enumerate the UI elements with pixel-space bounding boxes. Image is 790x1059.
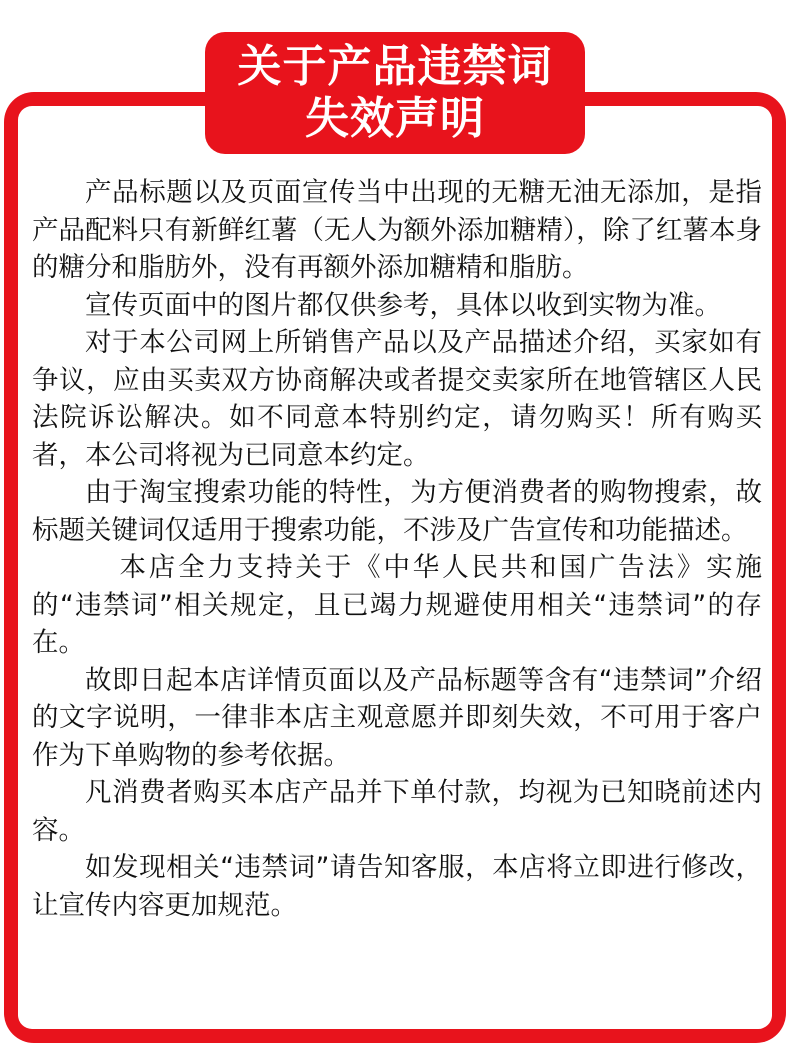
paragraph-dispute: 对于本公司网上所销售产品以及产品描述介绍，买家如有争议，应由买卖双方协商解决或者提交卖家所在地管辖区人民法院诉讼解决。如不同意本特别约定，请勿购买！所有购买者，本公司将视为已同意本约定。 bbox=[32, 327, 762, 471]
title-banner bbox=[205, 32, 585, 154]
title-line-1: 关于产品违禁词 bbox=[237, 41, 553, 92]
title-line-2: 失效声明 bbox=[305, 93, 485, 144]
paragraph-invalidation: 故即日起本店详情页面以及产品标题等含有“违禁词”介绍的文字说明，一律非本店主观意愿并即刻失效，不可用于客户作为下单购物的参考依据。 bbox=[32, 664, 762, 771]
paragraph-ad-law: 本店全力支持关于《中华人民共和国广告法》实施的“违禁词”相关规定，且已竭力规避使用相关“违禁词”的存在。 bbox=[32, 552, 762, 658]
paragraph-acknowledgement: 凡消费者购买本店产品并下单付款，均视为已知晓前述内容。 bbox=[32, 777, 762, 846]
paragraph-search-keywords: 由于淘宝搜索功能的特性，为方便消费者的购物搜索，故标题关键词仅适用于搜索功能，不涉及广告宣传和功能描述。 bbox=[32, 477, 762, 546]
paragraph-contact-service: 如发现相关“违禁词”请告知客服，本店将立即进行修改，让宣传内容更加规范。 bbox=[32, 852, 762, 921]
paragraph-images-reference: 宣传页面中的图片都仅供参考，具体以收到实物为准。 bbox=[85, 289, 721, 321]
statement-body bbox=[32, 174, 762, 924]
paragraph-no-sugar: 产品标题以及页面宣传当中出现的无糖无油无添加，是指产品配料只有新鲜红薯（无人为额外添加糖精），除了红薯本身的糖分和脂肪外，没有再额外添加糖精和脂肪。 bbox=[32, 177, 762, 283]
